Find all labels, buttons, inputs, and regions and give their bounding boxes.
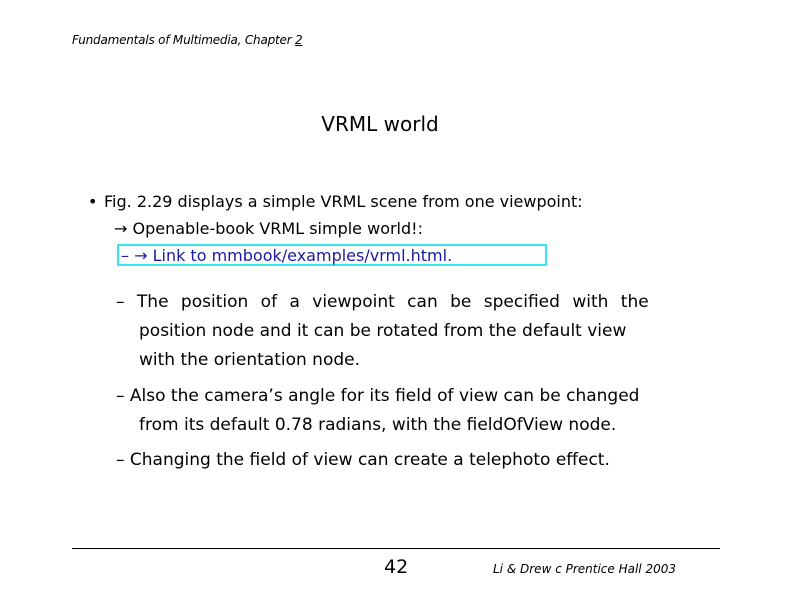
point-line: from its default 0.78 radians, with the fieldOfView node. xyxy=(139,415,617,435)
point-field-of-view xyxy=(116,382,656,440)
header-text: Fundamentals of Multimedia, Chapter xyxy=(72,33,296,47)
point-line: position node and it can be rotated from the default view xyxy=(139,321,627,341)
slide-title: VRML world xyxy=(321,112,439,136)
vrml-example-link[interactable]: – → Link to mmbook/examples/vrml.html. xyxy=(121,246,453,265)
main-bullet xyxy=(88,192,583,211)
header-chapter-number: 2 xyxy=(295,33,303,47)
openable-book-line: → Openable-book VRML simple world!: xyxy=(114,219,423,238)
point-line: with the orientation node. xyxy=(139,350,360,370)
point-viewpoint xyxy=(116,288,656,375)
point-telephoto xyxy=(116,446,656,475)
point-line: – Also the camera’s angle for its field of view can be changed xyxy=(116,386,640,406)
point-line: – Changing the field of view can create a telephoto effect. xyxy=(116,450,610,470)
page-number: 42 xyxy=(384,556,409,578)
bullet-marker: • xyxy=(88,192,98,211)
footer-credit: Li & Drew c Prentice Hall 2003 xyxy=(493,562,676,576)
footer-divider xyxy=(72,548,720,549)
slide-header xyxy=(72,33,302,47)
point-line: – The position of a viewpoint can be specified with the xyxy=(116,292,649,312)
bullet-text: Fig. 2.29 displays a simple VRML scene from one viewpoint: xyxy=(104,192,583,211)
